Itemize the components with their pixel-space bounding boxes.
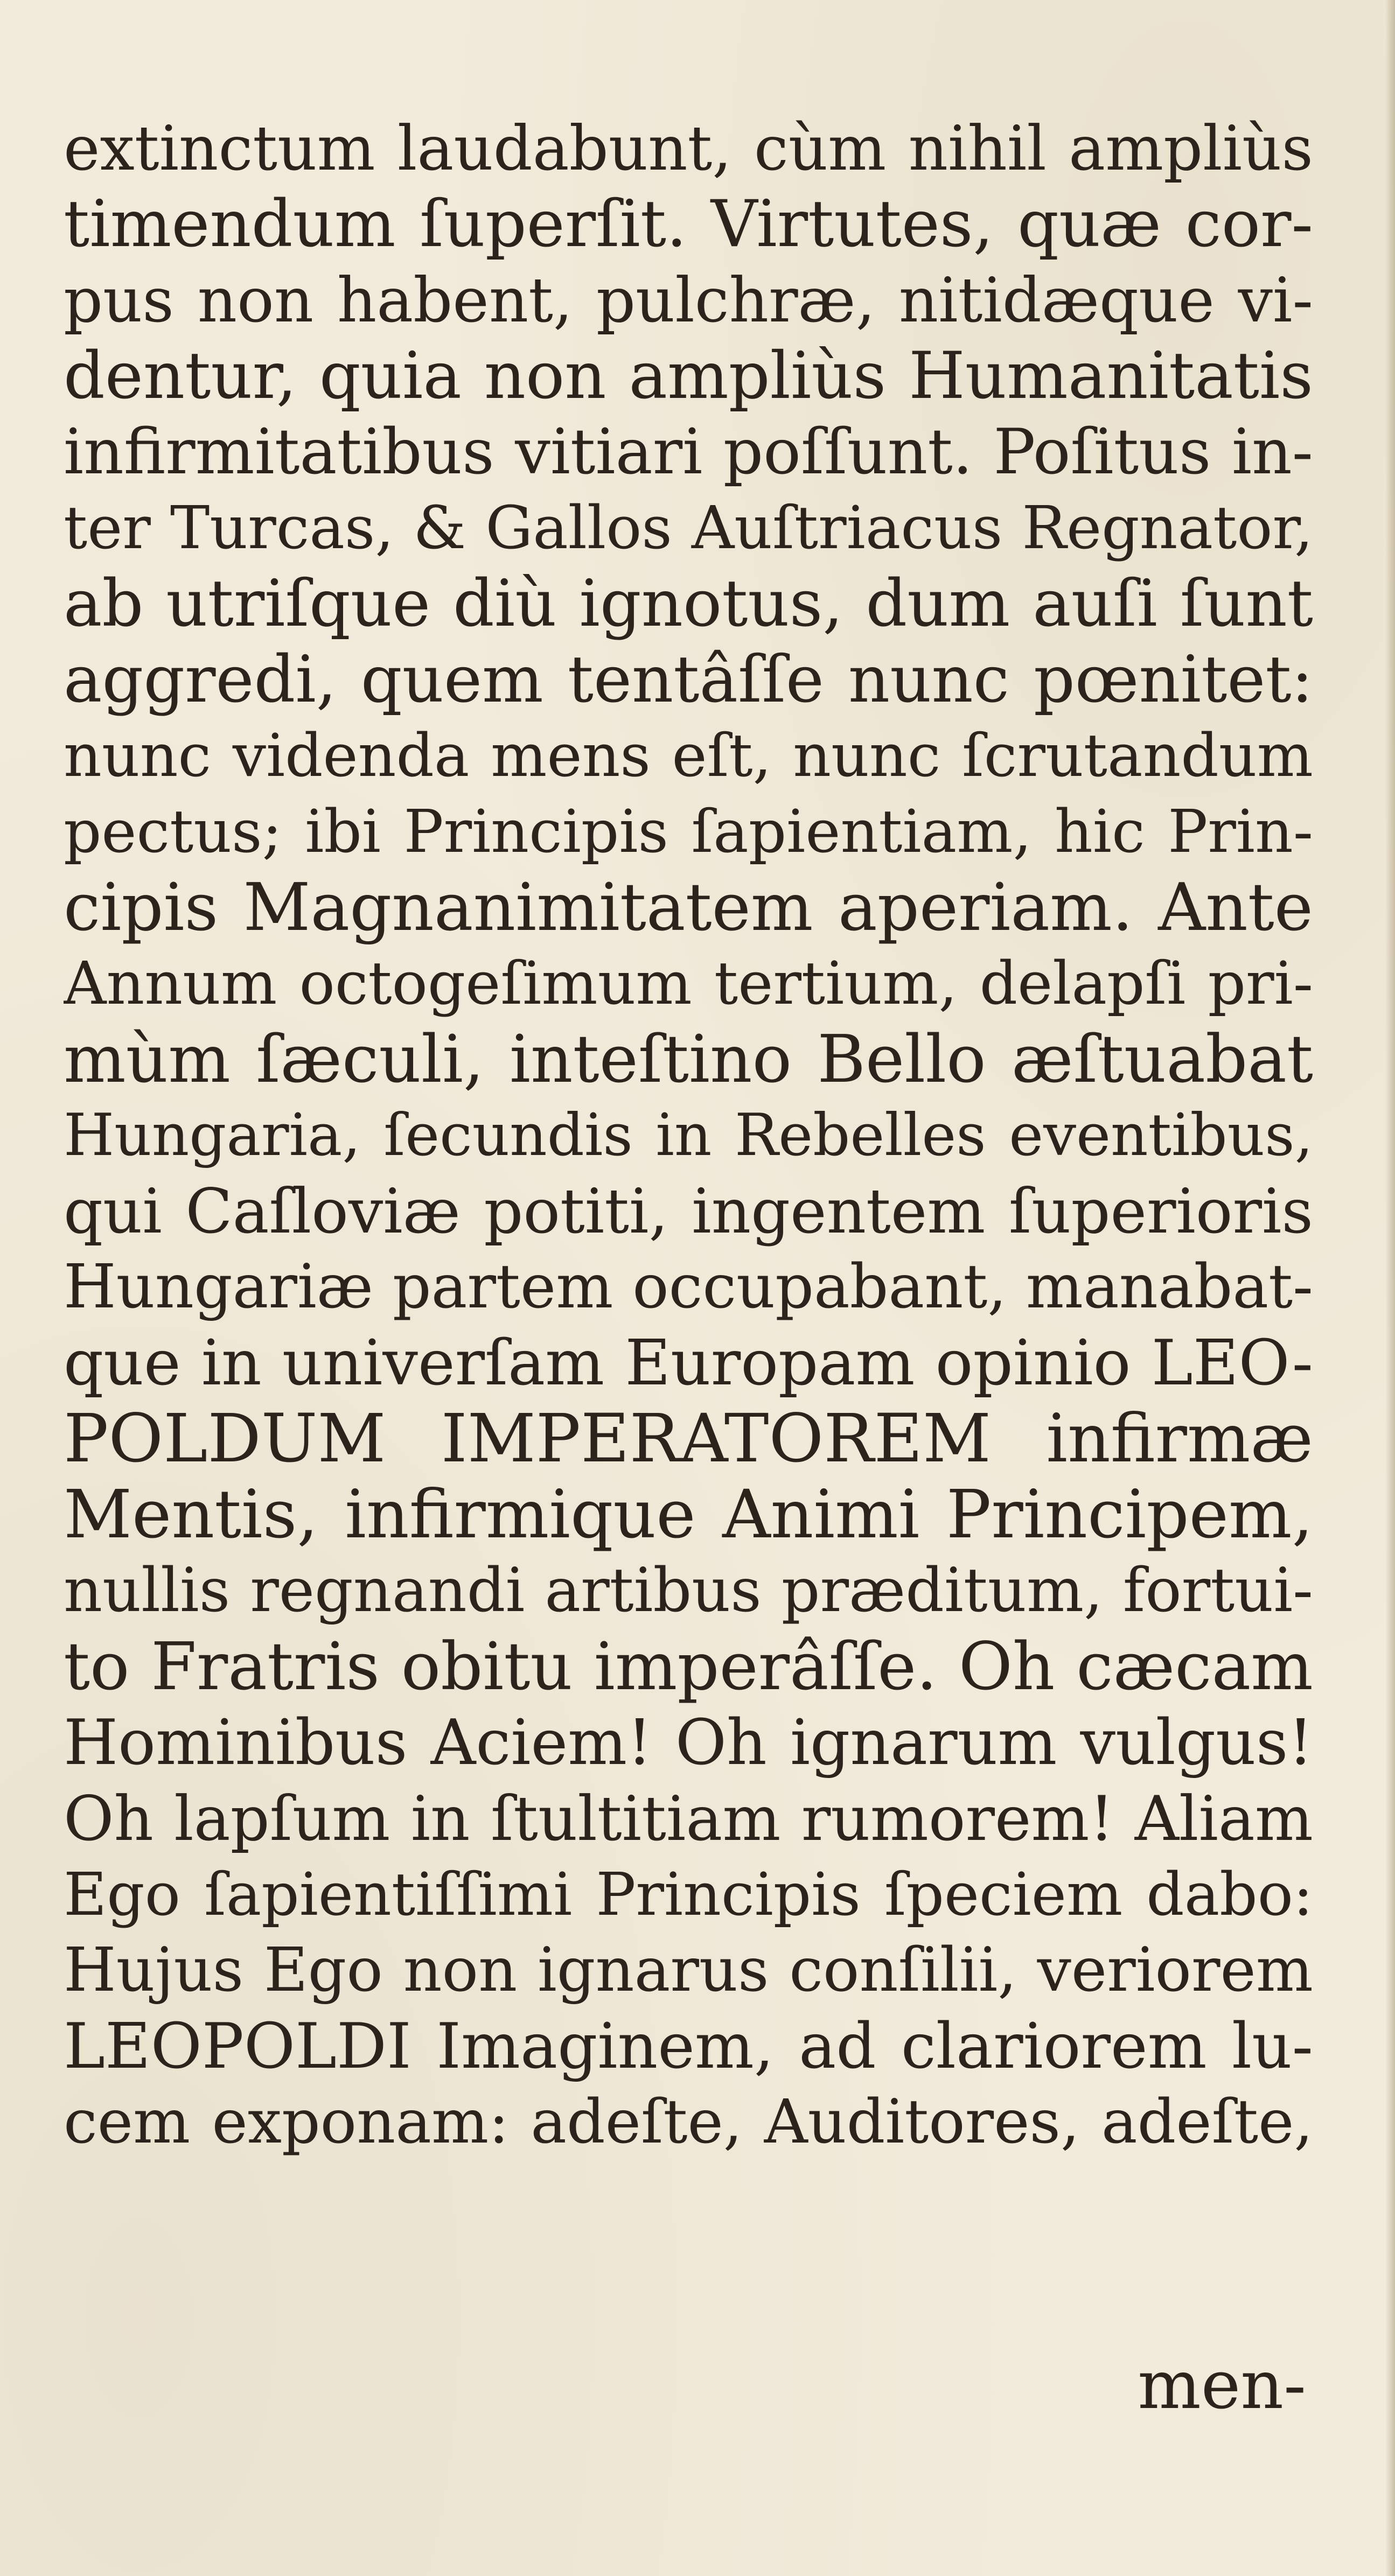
text-line: pectus; ibi Principis ſapientiam, hic Prin-	[64, 797, 1313, 866]
text-line: aggredi, quem tentâſſe nunc pœnitet:	[64, 642, 1313, 717]
text-line: Ego ſapientiſſimi Principis ſpeciem dabo:	[64, 1860, 1313, 1929]
text-line: Mentis, infirmique Animi Principem,	[64, 1477, 1313, 1553]
text-line: to Fratris obitu imperâſſe. Oh cæcam	[64, 1629, 1313, 1705]
text-line: cem exponam: adeſte, Auditores, adeſte,	[64, 2087, 1313, 2157]
text-line: extinctum laudabunt, cùm nihil ampliùs	[64, 113, 1313, 184]
text-line: Oh lapſum in ſtultitiam rumorem! Aliam	[64, 1783, 1313, 1854]
text-line: Annum octogeſimum tertium, delapſi pri-	[64, 949, 1313, 1018]
catchword: men-	[1138, 2347, 1306, 2424]
text-line: pus non habent, pulchræ, nitidæque vi-	[64, 264, 1313, 336]
text-line: que in univerſam Europam opinio LEO-	[64, 1327, 1313, 1399]
text-line: timendum ſuperſit. Virtutes, quæ cor-	[64, 187, 1313, 262]
text-line: dentur, quia non ampliùs Humanitatis	[64, 339, 1313, 414]
text-line: cipis Magnanimitatem aperiam. Ante	[64, 870, 1313, 946]
page-edge-shadow	[1385, 0, 1395, 2576]
body-text	[64, 110, 1313, 2160]
text-line: Hungariæ partem occupabant, manabat-	[64, 1252, 1313, 1322]
text-line: nullis regnandi artibus præditum, fortui-	[64, 1556, 1313, 1626]
text-line: infirmitatibus vitiari poſſunt. Poſitus in-	[64, 416, 1313, 488]
text-line: POLDUM IMPERATOREM infirmæ	[64, 1401, 1313, 1477]
text-line: ab utriſque diù ignotus, dum auſi ſunt	[64, 566, 1313, 641]
text-line: LEOPOLDI Imaginem, ad clariorem lu-	[64, 2010, 1313, 2083]
text-line: Hominibus Aciem! Oh ignarum vulgus!	[64, 1706, 1313, 1779]
text-line: Hungaria, ſecundis in Rebelles eventibus,	[64, 1102, 1313, 1169]
text-line: Hujus Ego non ignarus conſilii, veriorem	[64, 1935, 1313, 2005]
text-line: nunc videnda mens eſt, nunc ſcrutandum	[64, 721, 1313, 790]
text-line: qui Caſloviæ potiti, ingentem ſuperioris	[64, 1175, 1313, 1247]
text-line: mùm ſæculi, inteſtino Bello æſtuabat	[64, 1021, 1313, 1097]
text-line: ter Turcas, & Gallos Auſtriacus Regnator,	[64, 493, 1313, 562]
